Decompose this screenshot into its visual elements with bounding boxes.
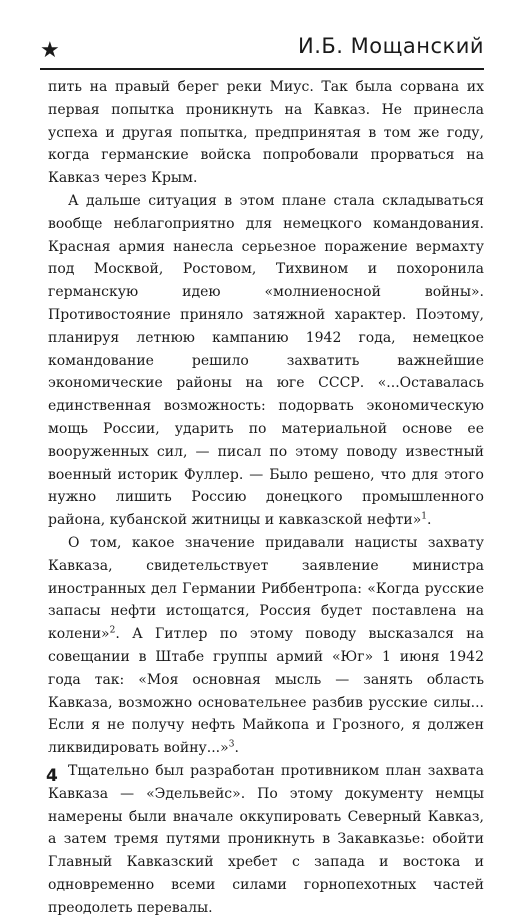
paragraph <box>48 760 484 919</box>
paragraph <box>48 76 484 190</box>
paragraph-text: Тщательно был разработан противником план захвата Кавказа — «Эдельвейс». По этому документу немцы намерены были вначале оккупировать Северный Кавказ, а затем тремя путями проникнуть в Закавказье: обойти Главный Кавказский хребет с запада и востока и одновременно всеми силами горнопехотных частей преодолеть перевалы. <box>48 762 484 916</box>
paragraph-text: А дальше ситуация в этом плане стала складываться вообще неблагоприятно для немецкого командования. Красная армия нанесла серьезное поражение вермахту под Москвой, Ростовом, Тихвином и похоронила германскую идею «молниеносной войны». Противостояние приняло затяжной характер. Поэтому, планируя летнюю кампанию 1942 года, немецкое командование решило захватить важнейшие экономические районы на юге СССР. «...Оставалась единственная возможность: подорвать экономическую мощь России, ударить по материальной основе ее вооруженных сил, — писал по этому поводу известный военный историк Фуллер. — Было решено, что для этого нужно лишить Россию донецкого промышленного района, кубанской житницы и кавказской нефти» <box>48 192 484 529</box>
paragraph-tail: . <box>234 740 239 757</box>
body-text <box>48 76 484 919</box>
footnote-ref: 2 <box>109 625 116 636</box>
running-header <box>40 28 484 70</box>
footnote-ref: 1 <box>421 511 427 522</box>
author-name: И.Б. Мощанский <box>297 34 484 58</box>
paragraph-tail: . А Гитлер по этому поводу высказался на совещании в Штабе группы армий «Юг» 1 июня 1942 года так: «Моя основная мысль — занять область Кавказа, возможно основательнее разбив русские силы... Если я не получу нефть Майкопа и Грозного, я должен ликвидировать войну...» <box>48 626 484 757</box>
page-number: 4 <box>46 766 58 786</box>
paragraph <box>48 532 484 760</box>
footnote-ref: 3 <box>228 739 235 750</box>
paragraph-text: пить на правый берег реки Миус. Так была сорвана их первая попытка проникнуть на Кавказ. Не принесла успеха и другая попытка, предпринятая в том же году, когда германские войска попробовали прорваться на Кавказ через Крым. <box>48 79 484 187</box>
star-icon: ★ <box>40 38 60 63</box>
paragraph-text: О том, какое значение придавали нацисты захвату Кавказа, свидетельствует заявление министра иностранных дел Германии Риббентропа: «Когда русские запасы нефти истощатся, Россия будет поставлена на колени» <box>48 534 484 643</box>
paragraph <box>48 190 484 532</box>
paragraph-tail: . <box>427 512 432 529</box>
